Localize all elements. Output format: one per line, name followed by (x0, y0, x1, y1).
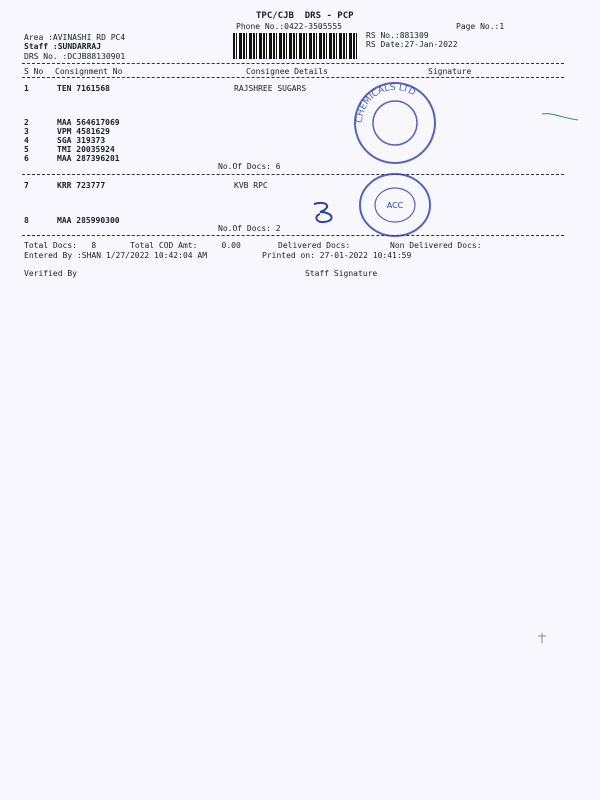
barcode (233, 33, 359, 59)
col-sno: S No (24, 67, 44, 76)
row-sno: 2 (24, 118, 29, 127)
docs-count: No.Of Docs: 2 (218, 224, 281, 233)
pen-mark (536, 632, 550, 644)
row-consignment: TMI 20035924 (57, 145, 115, 154)
stamp-acc-text: ACC (386, 201, 404, 210)
divider (22, 174, 564, 175)
rs-number: RS No.:881309 (366, 31, 429, 40)
divider (22, 235, 564, 236)
row-sno: 4 (24, 136, 29, 145)
bank-seal (355, 170, 435, 240)
printed-on: Printed on: 27-01-2022 10:41:59 (262, 251, 412, 260)
signature-scribble (310, 198, 350, 228)
row-sno: 3 (24, 127, 29, 136)
area-label: Area :AVINASHI RD PC4 (24, 33, 126, 42)
divider (22, 77, 564, 78)
docs-count: No.Of Docs: 6 (218, 162, 281, 171)
non-delivered-docs: Non Delivered Docs: (390, 241, 482, 250)
total-cod: Total COD Amt: 0.00 (130, 241, 241, 250)
row-consignment: MAA 287396201 (57, 154, 120, 163)
verified-by: Verified By (24, 269, 77, 278)
row-sno: 6 (24, 154, 29, 163)
pen-mark (540, 108, 580, 126)
row-sno: 5 (24, 145, 29, 154)
stamp-text: CHEMICALS LTD (354, 82, 417, 124)
document-title: TPC/CJB DRS - PCP (256, 11, 354, 21)
divider (22, 63, 564, 64)
row-sno: 1 (24, 84, 29, 93)
consignee-name: KVB RPC (234, 181, 268, 190)
page-number: Page No.:1 (456, 22, 505, 31)
entered-by: Entered By :SHAN 1/27/2022 10:42:04 AM (24, 251, 208, 260)
row-sno: 7 (24, 181, 29, 190)
row-consignment: VPM 4581629 (57, 127, 110, 136)
company-seal (350, 78, 440, 168)
row-consignment: MAA 564617069 (57, 118, 120, 127)
row-consignment: MAA 285990300 (57, 216, 120, 225)
row-consignment: KRR 723777 (57, 181, 106, 190)
row-sno: 8 (24, 216, 29, 225)
consignee-name: RAJSHREE SUGARS (234, 84, 307, 93)
col-signature: Signature (428, 67, 472, 76)
row-consignment: TEN 7161568 (57, 84, 110, 93)
rs-date: RS Date:27-Jan-2022 (366, 40, 458, 49)
staff-label: Staff :SUNDARRAJ (24, 42, 102, 51)
delivered-docs: Delivered Docs: (278, 241, 351, 250)
total-docs: Total Docs: 8 (24, 241, 97, 250)
staff-signature-label: Staff Signature (305, 269, 378, 278)
drs-number: DRS No. :DCJB88130901 (24, 52, 126, 61)
col-consignment: Consignment No (55, 67, 123, 76)
row-consignment: SGA 319373 (57, 136, 106, 145)
col-consignee: Consignee Details (246, 67, 328, 76)
phone-number: Phone No.:0422-3505555 (236, 22, 342, 31)
